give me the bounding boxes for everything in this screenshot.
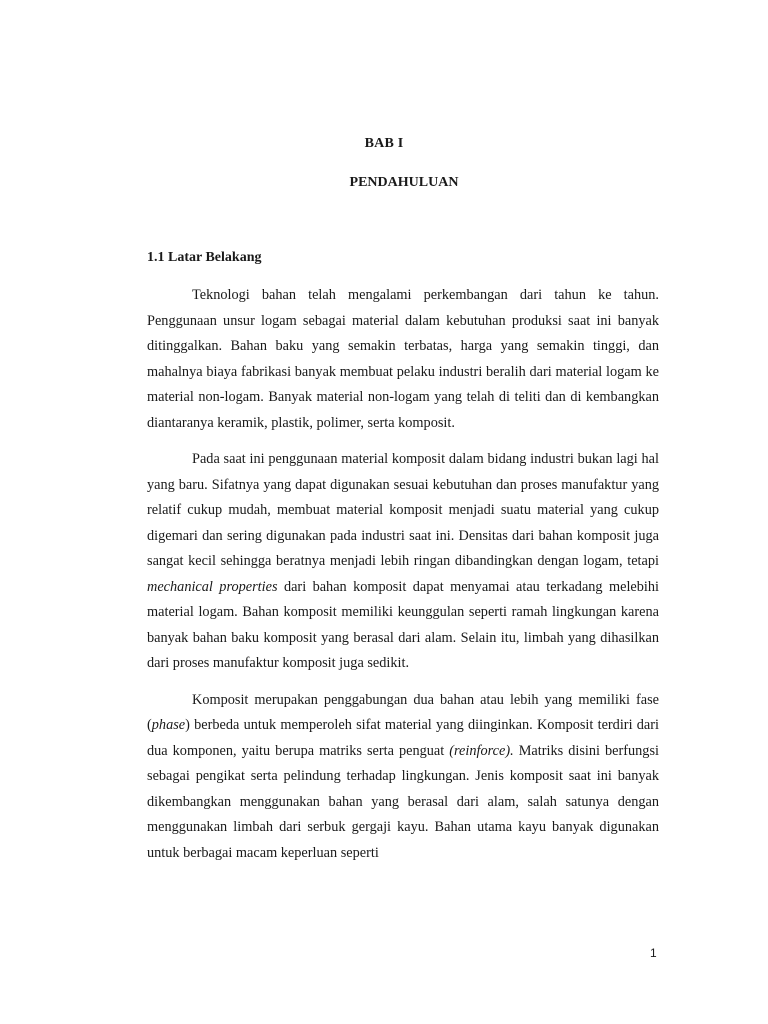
paragraph-1 bbox=[147, 283, 659, 436]
paragraph-3-text-part-2: ) berbeda untuk memperoleh sifat material yang diinginkan. Komposit terdiri dari dua komponen, yaitu berupa matriks serta penguat bbox=[147, 717, 659, 759]
chapter-number: BAB I bbox=[364, 136, 404, 151]
paragraph-1-text: Teknologi bahan telah mengalami perkembangan dari tahun ke tahun. Penggunaan unsur logam sebagai material dalam kebutuhan produksi saat ini banyak ditinggalkan. Bahan baku yang semakin terbatas, harga yang semakin tinggi, dan mahalnya biaya fabrikasi banyak membuat pelaku industri beralih dari material logam ke material non-logam. Banyak material non-logam yang telah di teliti dan di kembangkan diantaranya keramik, plastik, polimer, serta komposit. bbox=[147, 287, 659, 431]
body-text bbox=[147, 283, 659, 877]
chapter-title: PENDAHULUAN bbox=[349, 175, 459, 190]
paragraph-3-text-part-1: Komposit merupakan penggabungan dua bahan atau lebih yang memiliki fase ( bbox=[147, 691, 659, 733]
paragraph-3-italic-term-1: phase bbox=[151, 717, 186, 733]
paragraph-3 bbox=[147, 688, 659, 867]
paragraph-2 bbox=[147, 447, 659, 677]
section-heading: 1.1 Latar Belakang bbox=[147, 250, 262, 265]
paragraph-3-text-part-3: Matriks disini berfungsi sebagai pengikat serta pelindung terhadap lingkungan. Jenis komposit saat ini banyak dikembangkan menggunakan bahan yang berasal dari alam, salah satunya dengan menggunakan limbah dari serbuk gergaji kayu. Bahan utama kayu banyak digunakan untuk berbagai macam keperluan seperti bbox=[147, 742, 659, 861]
paragraph-3-italic-term-2: (reinforce). bbox=[449, 742, 514, 759]
page-number: 1 bbox=[650, 946, 657, 960]
paragraph-2-text-part-1: Pada saat ini penggunaan material komposit dalam bidang industri bukan lagi hal yang baru. Sifatnya yang dapat digunakan sesuai kebutuhan dan proses manufaktur yang relatif cukup mudah, membuat material komposit menjadi suatu material yang cukup digemari dan sering digunakan pada industri saat ini. Densitas dari bahan komposit juga sangat kecil sehingga beratnya menjadi lebih ringan dibandingkan dengan logam, tetapi bbox=[147, 451, 659, 569]
paragraph-2-text-part-2: dari bahan komposit dapat menyamai atau terkadang melebihi material logam. Bahan komposit memiliki keunggulan seperti ramah lingkungan karena banyak bahan baku komposit yang berasal dari alam. Selain itu, limbah yang dihasilkan dari proses manufaktur komposit juga sedikit. bbox=[147, 578, 660, 671]
paragraph-2-italic-term: mechanical properties bbox=[147, 578, 278, 595]
